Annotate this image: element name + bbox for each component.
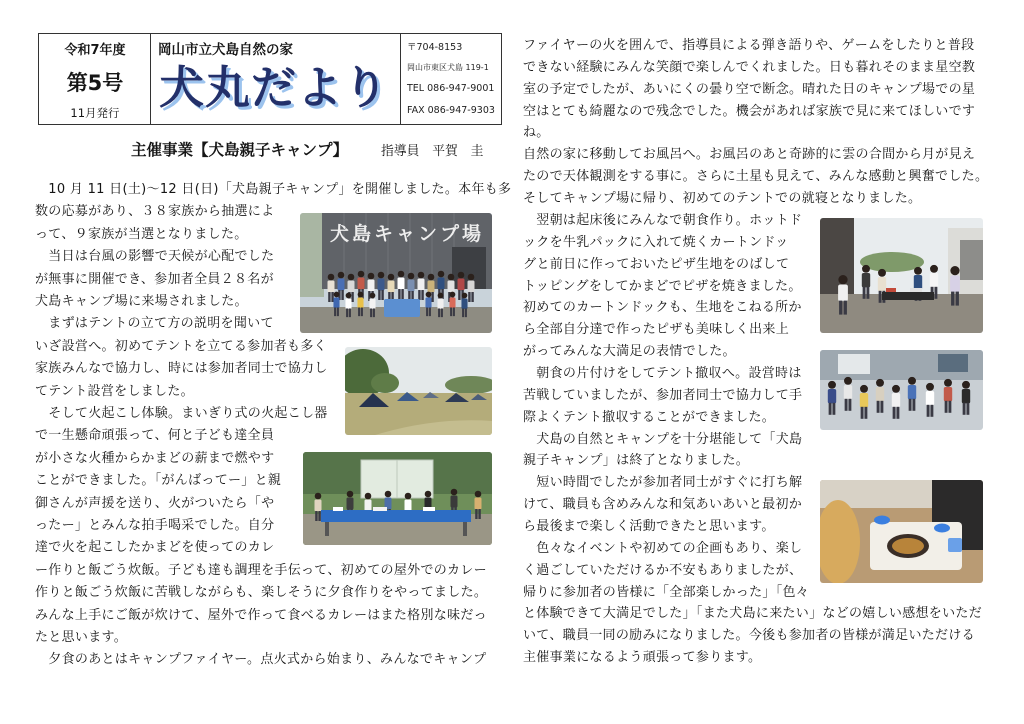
left-column-text-line: いざ設営へ。初めてテントを立てる参加者も多く <box>35 338 327 354</box>
right-column-text-line: く過ごしていただけるか不安もありましたが、 <box>523 562 803 578</box>
right-column-text-line: たので天体観測をする事に。さらに土星も見えて、みんな感動と興奮でした。 <box>523 169 989 185</box>
contact-info <box>401 34 501 124</box>
left-column-text-line: で一生懸命頑張って、何と子ども達全員 <box>35 428 275 444</box>
left-column-text-line: てテント設営をしました。 <box>35 383 194 399</box>
right-column-text-line: 室の予定でしたが、あいにくの曇り空で断念。晴れた日のキャンプ場での星 <box>523 81 976 97</box>
right-column-text-line: 翌朝は起床後にみんなで朝食作り。ホットド <box>523 212 803 228</box>
photo-tents-in-field <box>345 347 492 435</box>
issue-date: 11月発行 <box>70 106 120 120</box>
left-column-text-line: まずはテントの立て方の説明を聞いて <box>35 316 274 332</box>
right-column-text-line: ね。 <box>523 125 550 141</box>
right-column-text-line: 色々なイベントや初めての企画もあり、楽し <box>523 540 803 556</box>
right-column-text-line: ファイヤーの火を囲んで、指導員による弾き語りや、ゲームをしたりと普段 <box>523 38 975 53</box>
left-column-text-line: 達で火を起こしたかまどを使ってのカレ <box>35 540 275 556</box>
left-column-text-line: そして火起こし体験。まいぎり式の火起こし器 <box>35 406 328 421</box>
right-column-text-line: がってみんな大満足の表情でした。 <box>523 344 736 359</box>
article-author: 指導員 平賀 圭 <box>381 144 484 159</box>
article-heading: 主催事業【犬島親子キャンプ】 <box>131 141 349 159</box>
issue-info <box>39 34 151 124</box>
photo-curry-cooking <box>303 452 492 545</box>
left-column-text-line: 御さんが声援を送り、火がついたら「や <box>35 495 275 511</box>
phone-number: TEL 086-947-9001 <box>407 83 495 94</box>
right-column-text-line: 親子キャンプ」は終了となりました。 <box>523 453 750 469</box>
right-column-text-line: ら全部自分達で作ったピザも美味しく出来上 <box>523 322 790 338</box>
left-column-text-line: 犬島キャンプ場に来場されました。 <box>35 294 248 309</box>
photo-pizza-making <box>820 480 983 583</box>
photo-breakfast-making <box>820 218 983 333</box>
right-column-text-line: そしてキャンプ場に帰り、初めてのテントでの就寝となりました。 <box>523 191 922 206</box>
left-column-text-line: 夕食のあとはキャンプファイヤー。点火式から始まり、みんなでキャンプ <box>35 652 487 668</box>
left-column-text-line: って、９家族が当選となりました。 <box>35 226 248 242</box>
right-column-text-line: 犬島の自然とキャンプを十分堪能して「犬島 <box>523 431 803 447</box>
right-column-text-line: 際よくテント撤収することができました。 <box>523 409 776 425</box>
right-column-text-line: 苦戦していましたが、参加者同士で協力して手 <box>523 387 803 403</box>
right-column-text-line: 初めてのカートンドックも、生地をこねる所か <box>523 300 802 316</box>
camp-sign-text: 犬島キャンプ場 <box>330 223 485 245</box>
fax-number: FAX 086-947-9303 <box>407 105 495 116</box>
postal-code: 〒704-8153 <box>407 42 463 53</box>
left-column-text-line: たと思います。 <box>35 630 128 645</box>
left-column-text-line: 作りと飯ごう炊飯に苦戦しながらも、楽しそうに夕食作りをやってました。 <box>35 585 488 601</box>
right-column-text-line: 主催事業になるよう頑張って参ります。 <box>523 650 762 666</box>
right-column-text-line: いて、職員一同の励みになりました。今後も参加者の皆様が満足いただける <box>523 628 975 644</box>
left-column-text-line: が無事に開催でき、参加者全員２８名が <box>35 271 274 287</box>
right-column-text-line: けて、職員も含めみんな和気あいあいと最初か <box>523 497 803 513</box>
right-column-text-line: トッピングをしてかまどでピザを焼きました。 <box>523 278 802 294</box>
masthead <box>38 33 502 125</box>
right-column-text-line: 短い時間でしたが参加者同士がすぐに打ち解 <box>523 475 803 491</box>
left-column-text-line: ー作りと飯ごう炊飯。子ども達も調理を手伝って、初めての屋外でのカレー <box>35 562 487 578</box>
right-column-text-line: と体験できて大満足でした」「また犬島に来たい」などの嬉しい感想をいただ <box>523 606 983 622</box>
right-column-text-line: グと前日に作っておいたピザ生地をのばして <box>523 256 790 272</box>
left-column-text-line: が小さな火種からかまどの薪まで燃やす <box>35 450 275 466</box>
right-column-text-line: 朝食の片付けをしてテント撤収へ。設営時は <box>523 365 802 381</box>
left-column-text-line: ことができました。「がんばってー」と親 <box>35 473 282 489</box>
right-column-text-line: 自然の家に移動してお風呂へ。お風呂のあと奇跡的に雲の合間から月が見え <box>523 147 976 163</box>
right-column-text-line: 帰りに参加者の皆様に「全部楽しかった」「色々 <box>523 584 810 600</box>
photo-group-at-camp-site <box>300 213 492 333</box>
right-column-text-line: 空はとても綺麗なので残念でした。機会があれば家族で見に来てほしいです <box>523 103 976 119</box>
organization-name: 岡山市立犬島自然の家 <box>158 42 293 58</box>
newsletter-title: 犬丸だより <box>159 61 390 114</box>
left-column-text-line: 数の応募があり、３８家族から抽選によ <box>35 204 275 220</box>
newsletter-title-block <box>151 34 401 124</box>
right-column-text-line: ックを牛乳パックに入れて焼くカートンドッ <box>523 234 789 250</box>
fiscal-year: 令和7年度 <box>64 43 126 58</box>
left-column-text-line: 10 月 11 日(土)～12 日(日)「犬島親子キャンプ」を開催しました。本年も多 <box>35 182 512 197</box>
photo-tent-takedown-group <box>820 350 983 430</box>
left-column-text-line: 当日は台風の影響で天候が心配でした <box>35 249 275 265</box>
issue-number: 第5号 <box>66 71 124 95</box>
left-column-text-line: みんな上手にご飯が炊けて、屋外で作って食べるカレーはまた格別な味だっ <box>35 607 487 623</box>
right-column-text-line: できない経験にみんな笑顔で楽しんでくれました。日も暮れそのまま星空教 <box>523 59 976 75</box>
right-column-text-line: ら最後まで楽しく活動できたと思います。 <box>523 518 775 534</box>
address: 岡山市東区犬島 119-1 <box>407 63 489 72</box>
left-column-text-line: 家族みんなで協力し、時には参加者同士で協力し <box>35 361 328 377</box>
left-column-text-line: ったー」とみんな拍手喝采でした。自分 <box>35 518 275 533</box>
